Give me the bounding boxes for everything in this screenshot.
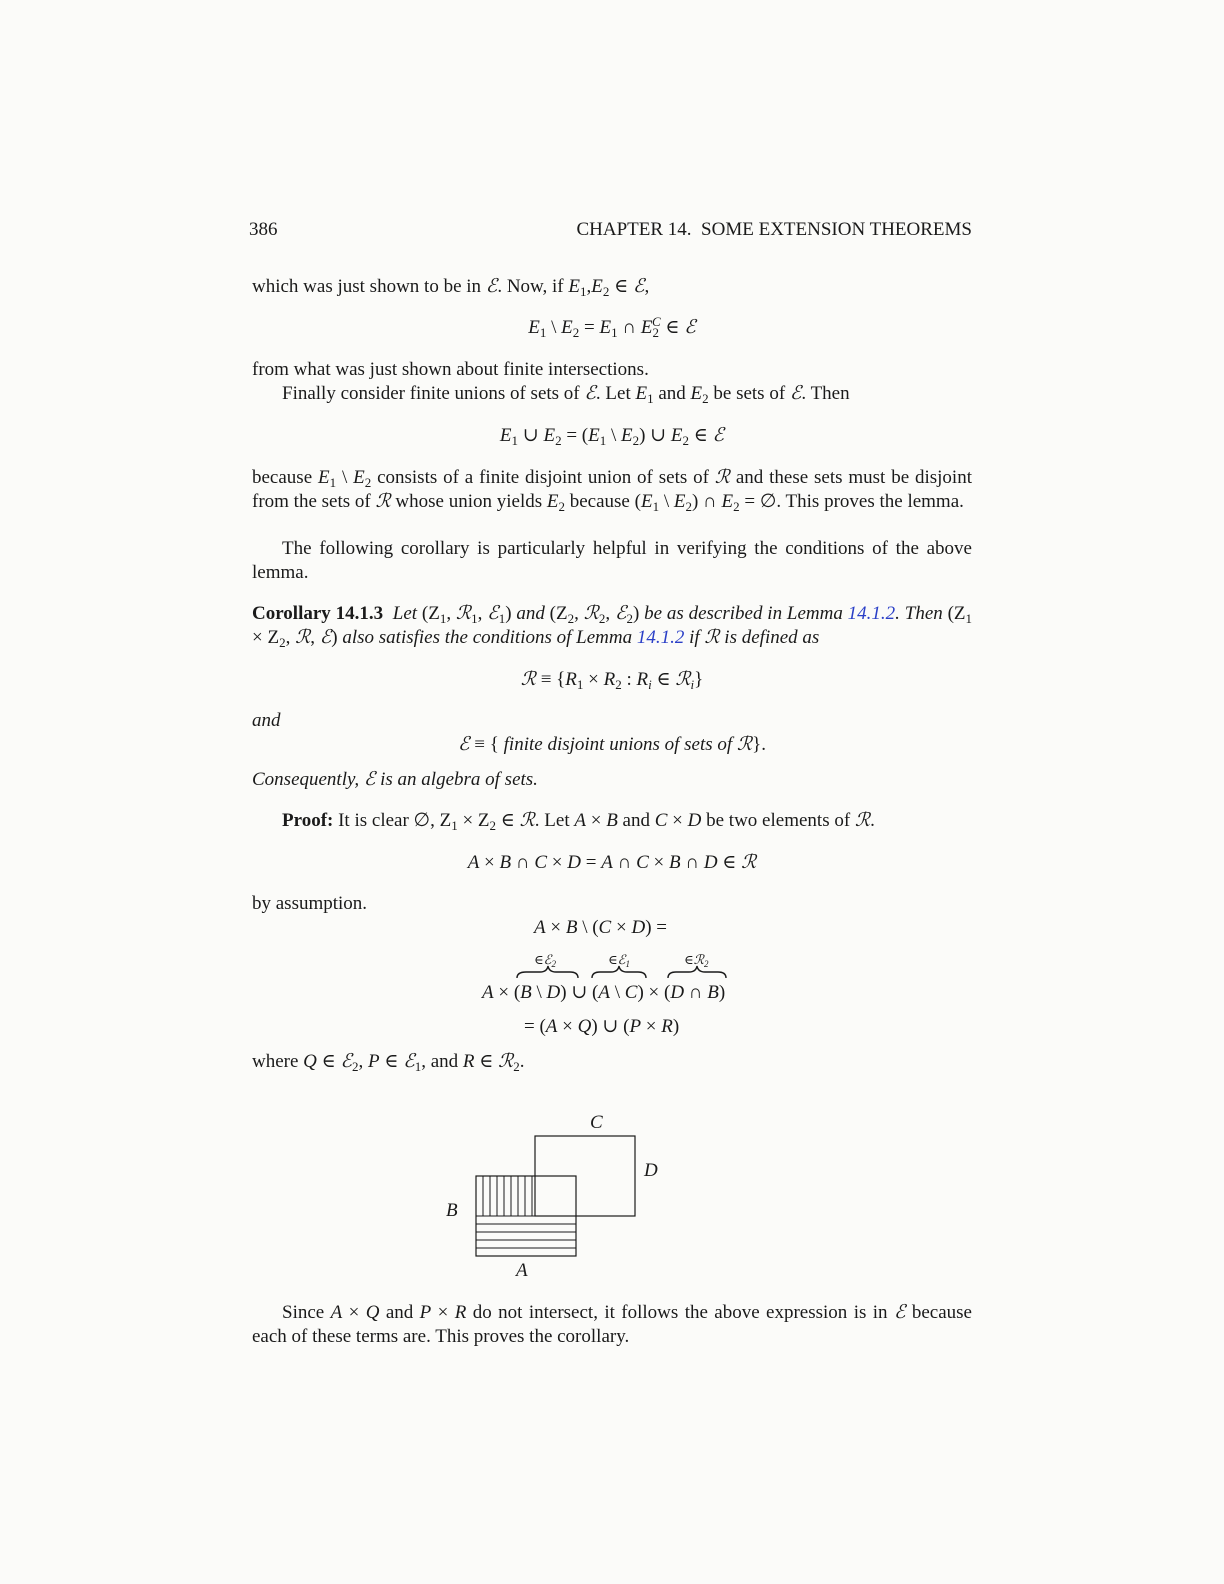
label-d: D [644, 1160, 658, 1181]
corollary-conclusion: Consequently, ℰ is an algebra of sets. [252, 769, 538, 790]
paragraph: from what was just shown about finite intersections. [252, 359, 649, 380]
equation: $E_1$ \ $E_2 = E_1$ ∩ $E_2^C$ ∈ ℰ [528, 314, 696, 340]
where-text: where Q ∈ ℰ$_2$, P ∈ ℰ$_1$, and R ∈ ℛ$_2$. [252, 1051, 525, 1074]
brace-label: ∈ℰ$_1$ [608, 952, 630, 969]
closing-paragraph: Since A × Q and P × R do not intersect, it follows the above expression is in ℰ because each of these terms are. This proves the corollary. [252, 1302, 972, 1347]
horizontal-hatch [476, 1216, 576, 1248]
paragraph: Finally consider finite unions of sets of ℰ. Let $E_1$ and $E_2$ be sets of ℰ. Then [282, 383, 850, 406]
equation: A × B ∩ C × D = A ∩ C × B ∩ D ∈ ℛ [467, 852, 757, 873]
vertical-hatch [483, 1176, 532, 1216]
label-a: A [516, 1260, 528, 1281]
corollary-label: Corollary 14.1.3 [252, 603, 384, 624]
and-text: and [252, 710, 281, 731]
rectangles-figure [432, 1100, 672, 1290]
brace-label: ∈ℛ$_2$ [684, 952, 709, 969]
corollary-statement: Corollary 14.1.3 Let ($Z_1$, ℛ$_1$, ℰ$_1$) and ($Z_2$, ℛ$_2$, ℰ$_2$) be as described in Lemma 14.1.2. Then ($Z_1 \times Z_2$, ℛ, ℰ) also satisfies the conditions of Lemma 14.1.2 if ℛ is defined as [252, 603, 973, 650]
equation: ℛ ≡ {$R_1 \times R_2$ : $R_i$ ∈ ℛ$_i$} [520, 669, 704, 692]
running-title: CHAPTER 14. SOME EXTENSION THEOREMS [576, 219, 972, 240]
lemma-link[interactable]: 14.1.2 [847, 603, 896, 624]
label-c: C [590, 1112, 603, 1133]
equation: ℰ ≡ { finite disjoint unions of sets of ℛ}. [458, 734, 766, 755]
equation: $E_1$ ∪ $E_2 = (E_1$ \ $E_2$) ∪ $E_2$ ∈ ℰ [499, 425, 725, 448]
by-assumption: by assumption. [252, 893, 368, 914]
paragraph: The following corollary is particularly helpful in verifying the conditions of the above lemma. [252, 538, 972, 583]
label-b: B [446, 1200, 458, 1221]
proof-paragraph: Proof: It is clear ∅, $Z_1 \times Z_2$ ∈ ℛ. Let A × B and C × D be two elements of ℛ. [282, 810, 875, 833]
proof-label: Proof: [282, 810, 334, 831]
equation-line: A × (B \ D) ∪ (A \ C) × (D ∩ B) [482, 982, 726, 1003]
paragraph: because $E_1$ \ $E_2$ consists of a finite disjoint union of sets of ℛ and these sets must be disjoint from the sets of ℛ whose union yields $E_2$ because ($E_1$ \ $E_2$) ∩ $E_2$ = ∅. This proves the lemma. [252, 467, 972, 514]
equation-line: = (A × Q) ∪ (P × R) [524, 1016, 680, 1037]
brace-label: ∈ℰ$_2$ [534, 952, 556, 969]
page-number: 386 [249, 219, 278, 240]
paragraph: which was just shown to be in ℰ. Now, if $E_1,E_2$ ∈ ℰ, [252, 276, 650, 299]
lemma-link[interactable]: 14.1.2 [636, 627, 685, 648]
equation-line: A × B \ (C × D) = [534, 917, 667, 938]
